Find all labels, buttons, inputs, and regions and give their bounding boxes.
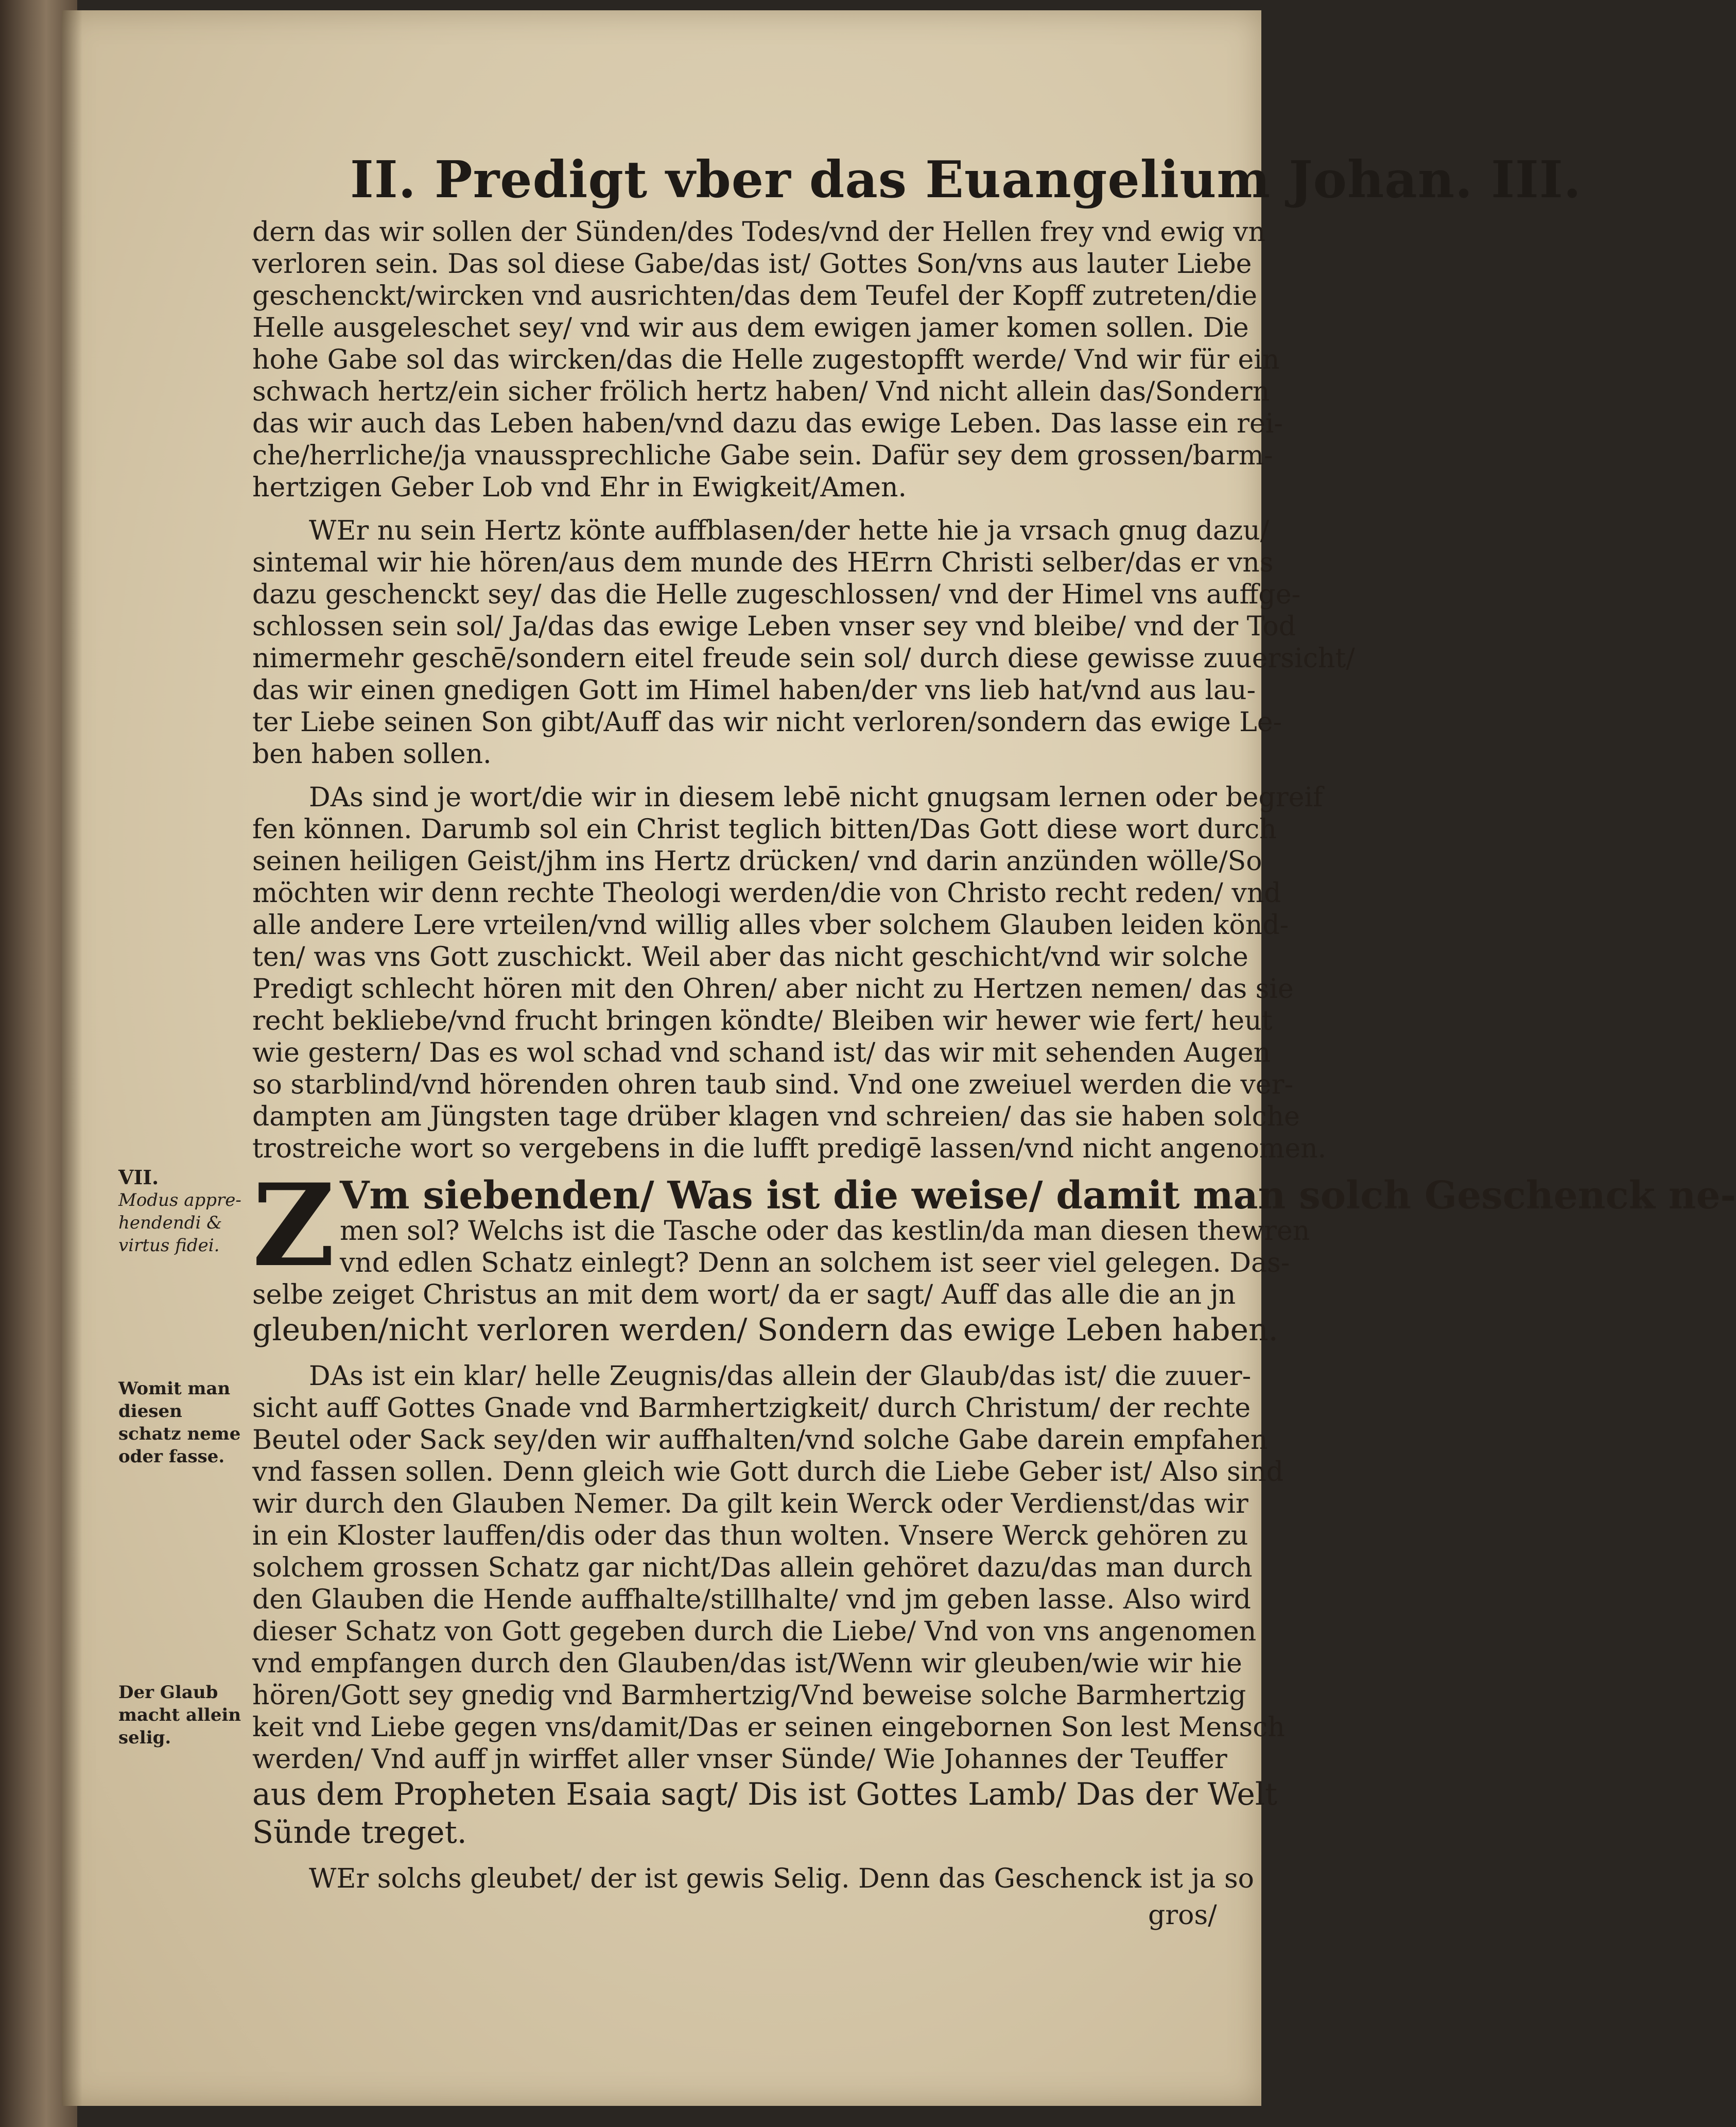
text-line: recht bekliebe/vnd frucht bringen köndte/ Bleiben wir hewer wie fert/ heut [252, 1006, 1273, 1036]
text-line: das wir auch das Leben haben/vnd dazu das ewige Leben. Das lasse ein rei- [252, 408, 1283, 439]
paragraph-6 [252, 1863, 1254, 1895]
text-line: schwach hertz/ein sicher frölich hertz haben/ Vnd nicht allein das/Sondern [252, 376, 1270, 407]
paragraph-1 [252, 216, 1283, 504]
text-line: nimermehr geschē/sondern eitel freude sein sol/ durch diese gewisse zuuersicht/ [252, 643, 1355, 674]
text-line: keit vnd Liebe gegen vns/damit/Das er seinen eingebornen Son lest Mensch [252, 1712, 1285, 1743]
text-line: trostreiche wort so vergebens in die lufft predigē lassen/vnd nicht angenomen. [252, 1133, 1327, 1164]
text-line: gleuben/nicht verloren werden/ Sondern das ewige Leben haben. [252, 1312, 1278, 1348]
page-gutter-shadow [62, 10, 82, 2106]
margin-note-text: Modus appre- hendendi & virtus fidei. [118, 1190, 241, 1256]
paragraph-2 [252, 515, 1355, 770]
text-line: dazu geschenckt sey/ das die Helle zugeschlossen/ vnd der Himel vns auffge- [252, 579, 1301, 610]
text-line: dern das wir sollen der Sünden/des Todes/vnd der Hellen frey vnd ewig vn [252, 217, 1266, 248]
text-line: WEr solchs gleubet/ der ist gewis Selig. Denn das Geschenck ist ja so [309, 1863, 1254, 1894]
text-line: so starblind/vnd hörenden ohren taub sind. Vnd one zweiuel werden die ver- [252, 1069, 1294, 1100]
margin-note-glaub: Der Glaub macht allein selig. [118, 1682, 241, 1748]
paragraph-5 [252, 1360, 1285, 1852]
text-line: Helle ausgeleschet sey/ vnd wir aus dem ewigen jamer komen sollen. Die [252, 313, 1249, 343]
text-line: Predigt schlecht hören mit den Ohren/ aber nicht zu Hertzen nemen/ das sie [252, 974, 1294, 1005]
text-line: Sünde treget. [252, 1814, 467, 1851]
text-line: schlossen sein sol/ Ja/das das ewige Leben vnser sey vnd bleibe/ vnd der Tod [252, 611, 1296, 642]
text-line: vnd edlen Schatz einlegt? Denn an solchem ist seer viel gelegen. Das- [340, 1248, 1290, 1278]
text-line: dieser Schatz von Gott gegeben durch die Liebe/ Vnd von vns angenomen [252, 1616, 1257, 1647]
drop-initial: Z [252, 1158, 335, 1292]
text-line: DAs ist ein klar/ helle Zeugnis/das allein der Glaub/das ist/ die zuuer- [309, 1361, 1252, 1392]
text-line: ben haben sollen. [252, 739, 492, 770]
text-line: hertzigen Geber Lob vnd Ehr in Ewigkeit/Amen. [252, 472, 907, 503]
margin-note-number: VII. [118, 1166, 159, 1189]
text-line: wie gestern/ Das es wol schad vnd schand ist/ das wir mit sehenden Augen [252, 1037, 1271, 1068]
text-line: ten/ was vns Gott zuschickt. Weil aber das nicht geschicht/vnd wir solche [252, 942, 1248, 973]
text-line: che/herrliche/ja vnaussprechliche Gabe sein. Dafür sey dem grossen/barm- [252, 440, 1273, 471]
text-line: selbe zeiget Christus an mit dem wort/ da er sagt/ Auff das alle die an jn [252, 1279, 1236, 1310]
text-line: das wir einen gnedigen Gott im Himel haben/der vns lieb hat/vnd aus lau- [252, 675, 1256, 706]
text-line: WEr nu sein Hertz könte auffblasen/der hette hie ja vrsach gnug dazu/ [309, 515, 1270, 546]
text-line: vnd fassen sollen. Denn gleich wie Gott durch die Liebe Geber ist/ Also sind [252, 1457, 1284, 1488]
text-line: solchem grossen Schatz gar nicht/Das allein gehöret dazu/das man durch [252, 1552, 1253, 1583]
text-line: fen können. Darumb sol ein Christ teglich bitten/Das Gott diese wort durch [252, 814, 1277, 845]
text-line: hohe Gabe sol das wircken/das die Helle zugestopfft werde/ Vnd wir für ein [252, 344, 1280, 375]
margin-note-vii [118, 1166, 242, 1257]
paragraph-3 [252, 782, 1327, 1165]
text-line: sicht auff Gottes Gnade vnd Barmhertzigkeit/ durch Christum/ der rechte [252, 1393, 1251, 1424]
text-line: verloren sein. Das sol diese Gabe/das ist/ Gottes Son/vns aus lauter Liebe [252, 249, 1252, 280]
text-line: men sol? Welchs ist die Tasche oder das kestlin/da man diesen thewren [340, 1216, 1310, 1247]
text-line: Beutel oder Sack sey/den wir auffhalten/vnd solche Gabe darein empfahen [252, 1425, 1268, 1456]
text-line: hören/Gott sey gnedig vnd Barmhertzig/Vnd beweise solche Barmhertzig [252, 1680, 1246, 1711]
text-line: aus dem Propheten Esaia sagt/ Dis ist Gottes Lamb/ Das der Welt [252, 1776, 1278, 1812]
catchword: gros/ [1148, 1900, 1217, 1931]
paragraph-4 [252, 1173, 1736, 1349]
text-line: werden/ Vnd auff jn wirffet aller vnser Sünde/ Wie Johannes der Teuffer [252, 1744, 1227, 1775]
text-line: DAs sind je wort/die wir in diesem lebē nicht gnugsam lernen oder begreif [309, 782, 1323, 813]
text-line: dampten am Jüngsten tage drüber klagen vnd schreien/ das sie haben solche [252, 1101, 1300, 1132]
text-line: möchten wir denn rechte Theologi werden/die von Christo recht reden/ vnd [252, 878, 1281, 909]
text-line: in ein Kloster lauffen/dis oder das thun wolten. Vnsere Werck gehören zu [252, 1520, 1248, 1551]
text-line: wir durch den Glauben Nemer. Da gilt kein Werck oder Verdienst/das wir [252, 1489, 1248, 1519]
text-line: Vm siebenden/ Was ist die weise/ damit man solch Geschenck ne- [340, 1173, 1736, 1218]
text-line: ter Liebe seinen Son gibt/Auff das wir nicht verloren/sondern das ewige Le- [252, 707, 1282, 738]
margin-note-womit: Womit man diesen schatz neme oder fasse. [118, 1378, 241, 1467]
text-line: seinen heiligen Geist/jhm ins Hertz drücken/ vnd darin anzünden wölle/So [252, 846, 1262, 877]
text-line: sintemal wir hie hören/aus dem munde des HErrn Christi selber/das er vns [252, 547, 1274, 578]
body-text [252, 216, 1736, 1906]
text-line: vnd empfangen durch den Glauben/das ist/Wenn wir gleuben/wie wir hie [252, 1648, 1242, 1679]
text-line: den Glauben die Hende auffhalte/stillhalte/ vnd jm geben lasse. Also wird [252, 1584, 1251, 1615]
text-line: geschenckt/wircken vnd ausrichten/das dem Teufel der Kopff zutreten/die [252, 281, 1257, 312]
text-line: alle andere Lere vrteilen/vnd willig alles vber solchem Glauben leiden könd- [252, 910, 1289, 941]
running-head: II. Predigt vber das Euangelium Johan. III. [350, 150, 1582, 210]
